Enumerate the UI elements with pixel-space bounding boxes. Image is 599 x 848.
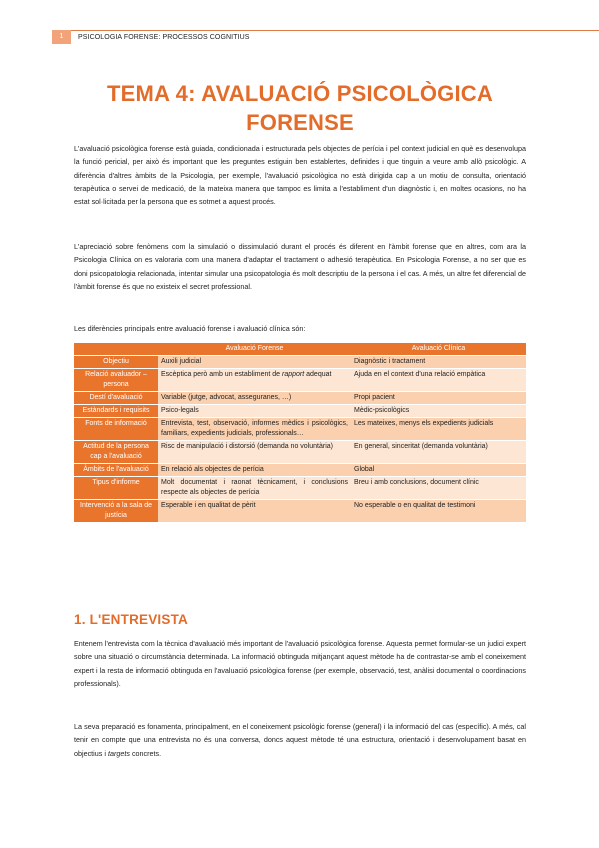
forense-cell-emphasis: rapport xyxy=(282,371,305,378)
table-row xyxy=(74,392,526,405)
table-row xyxy=(74,418,526,441)
clinica-cell: Mèdic-psicològics xyxy=(351,405,526,418)
running-title: PSICOLOGIA FORENSE: PROCESSOS COGNITIUS xyxy=(71,30,599,44)
clinica-cell: En general, sinceritat (demanda voluntària) xyxy=(351,441,526,464)
row-label: Objectiu xyxy=(74,356,158,369)
intro-paragraph-1: L'avaluació psicològica forense està guiada, condicionada i estructurada pels objectes de perícia i pel context judicial en què es desenvolupa la funció pericial, per això és important que les preguntes estiguin ben establertes, definides i que tinguin a veure amb allò psicològic. A diferència d'altres àmbits de la Psicologia, per exemple, l'avaluació psicològica no està dirigida cap a un motiu de consulta, orientació terapèutica o servei de medicació, de la mateixa manera que tampoc es limita a l'establiment d'un diagnòstic i, en moltes ocasions, no ha estat sol·licitada per la persona que es sotmet a aquest procés. xyxy=(74,144,526,207)
row-label: Intervenció a la sala de justícia xyxy=(74,500,158,523)
forense-cell: Esperable i en qualitat de pèrit xyxy=(158,500,351,523)
clinica-cell: Breu i amb conclusions, document clínic xyxy=(351,477,526,500)
forense-cell: Psico-legals xyxy=(158,405,351,418)
row-label: Tipus d'informe xyxy=(74,477,158,500)
table-row xyxy=(74,441,526,464)
forense-cell: Variable (jutge, advocat, asseguranes, …) xyxy=(158,392,351,405)
table-row xyxy=(74,405,526,418)
page-title-line1: TEMA 4: AVALUACIÓ PSICOLÒGICA xyxy=(107,81,493,106)
clinica-cell: Les mateixes, menys els expedients judicials xyxy=(351,418,526,441)
row-label: Estàndards i requisits xyxy=(74,405,158,418)
table-row xyxy=(74,369,526,392)
page-title-line2: FORENSE xyxy=(246,110,354,135)
clinica-cell: Diagnòstic i tractament xyxy=(351,356,526,369)
page-title xyxy=(74,79,526,137)
intro-paragraph-3: Les diferències principals entre avaluació forense i avaluació clínica són: xyxy=(74,324,306,333)
page-number: 1 xyxy=(52,30,71,44)
table-header-forense: Avaluació Forense xyxy=(158,343,351,356)
row-label: Destí d'avaluació xyxy=(74,392,158,405)
row-label: Relació avaluador – persona xyxy=(74,369,158,392)
table-header-clinica: Avaluació Clínica xyxy=(351,343,526,356)
section-paragraph-1: Entenem l'entrevista com la tècnica d'avaluació més important de l'avaluació psicològica forense. Aquesta permet formular-se un judici expert sobre una situació o circumstància determinada. La informació obtinguda mitjançant aquest mètode ha de contrastar-se amb el coneixement expert i la resta de informació obtinguda en l'avaluació psicològica forense (per exemple, observació, test, anàlisi documental o coordinacions professionals). xyxy=(74,639,526,688)
section-paragraph-2-text: La seva preparació es fonamenta, principalment, en el coneixement psicològic forense (general) i la informació del cas (específic). A més, cal tenir en compte que una entrevista no és una conversa, doncs aquest mètode té una estructura, orientació i desenvolupament basat en objectius i xyxy=(74,722,526,758)
forense-cell-text-end: adequat xyxy=(304,371,332,378)
comparison-table xyxy=(74,343,526,523)
row-label: Àmbits de l'avaluació xyxy=(74,464,158,477)
intro-paragraph-2: L'apreciació sobre fenòmens com la simulació o dissimulació durant el procés és diferent en l'àmbit forense que en altres, com ara la Psicologia Clínica on es valoraria com una manera d'adaptar el tractament o adhesió terapèutica. En Psicologia Forense, a no ser que es doni psicopatologia relacionada, intentar simular una psicopatologia és molt descriptiu de la persona i el cas. A més, un altre fet diferencial de l'àmbit forense és que no existeix el secret professional. xyxy=(74,242,526,291)
table-header-empty xyxy=(74,343,158,356)
section-paragraph-2 xyxy=(74,720,526,760)
section-heading: 1. L'ENTREVISTA xyxy=(74,612,188,627)
table-header-row xyxy=(74,343,526,356)
table-row xyxy=(74,464,526,477)
section-paragraph-2-end: concrets. xyxy=(129,748,162,758)
row-label: Fonts de informació xyxy=(74,418,158,441)
forense-cell xyxy=(158,369,351,392)
table-row xyxy=(74,477,526,500)
running-header xyxy=(52,30,599,44)
clinica-cell: Ajuda en el context d'una relació empàtica xyxy=(351,369,526,392)
table-row xyxy=(74,356,526,369)
clinica-cell: Propi pacient xyxy=(351,392,526,405)
forense-cell: En relació als objectes de perícia xyxy=(158,464,351,477)
forense-cell: Risc de manipulació i distorsió (demanda no voluntària) xyxy=(158,441,351,464)
clinica-cell: No esperable o en qualitat de testimoni xyxy=(351,500,526,523)
forense-cell: Auxili judicial xyxy=(158,356,351,369)
table-row xyxy=(74,500,526,523)
forense-cell: Molt documentat i raonat tècnicament, i conclusions respecte als objectes de perícia xyxy=(158,477,351,500)
row-label: Actitud de la persona cap a l'avaluació xyxy=(74,441,158,464)
forense-cell: Entrevista, test, observació, informes mèdics i psicològics, familiars, expedients judicials, professionals… xyxy=(158,418,351,441)
forense-cell-text: Escèptica però amb un establiment de xyxy=(161,371,283,378)
clinica-cell: Global xyxy=(351,464,526,477)
section-paragraph-2-emphasis: targets xyxy=(107,748,130,758)
